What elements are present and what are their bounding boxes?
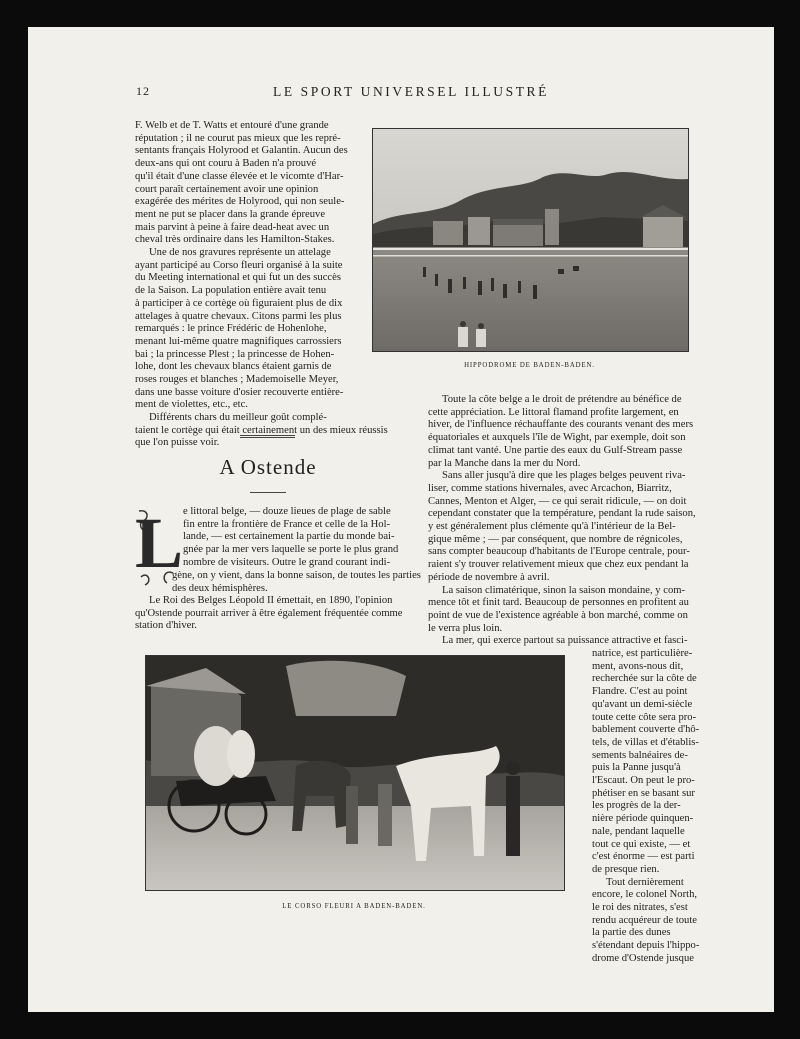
right-column-text	[428, 394, 725, 648]
text-line: c'est énorme — est parti	[592, 851, 695, 863]
hippodrome-caption: HIPPODROME DE BADEN-BADEN.	[464, 362, 595, 369]
text-line: réputation ; il ne courut pas mieux que les repré-	[135, 132, 341, 144]
text-line: e littoral belge, — douze lieues de plage de sable	[183, 506, 391, 517]
text-line: l'Escaut. On peut le pro-	[592, 775, 695, 787]
text-line: drome d'Ostende jusque	[592, 952, 694, 964]
text-line: sements balnéaires de-	[592, 749, 688, 761]
text-line: toute cette côte sera pro-	[592, 711, 697, 723]
text-line: recherchée sur la côte de	[592, 673, 697, 685]
text-line: le verra plus loin.	[428, 622, 503, 634]
text-line: gène, on y vient, dans la bonne saison, de toutes les parties	[172, 570, 421, 581]
text-line: bai ; la princesse Plest ; la princesse de Hohen-	[135, 348, 335, 360]
text-line: ayant participé au Corso fleuri organisé à la suite	[135, 259, 343, 271]
text-line: Toute la côte belge a le droit de prétendre au bénéfice de	[442, 394, 682, 405]
text-line: Sans aller jusqu'à dire que les plages belges peuvent riva-	[442, 470, 686, 482]
text-line: tout ce qui existe, — et	[592, 838, 691, 850]
text-line: nière période quinquen-	[592, 813, 694, 825]
corso-fleuri-photo	[145, 655, 565, 891]
text-line: gnée par la mer vers laquelle se porte le plus grand	[183, 544, 399, 556]
ostende-intro-text-end	[135, 595, 435, 633]
text-line: la partie des dunes	[592, 927, 671, 939]
text-line: du Meeting international et qui fut un des succès	[135, 272, 341, 284]
text-line: de la Saison. La population entière avait tenu	[135, 285, 327, 297]
left-column-text	[135, 120, 367, 412]
text-line: tels, de villas et d'établis-	[592, 736, 699, 748]
text-line: lande, — est certainement la partie du monde bai-	[183, 531, 395, 543]
text-line: cette appréciation. Le littoral flamand profite largement, en	[428, 406, 679, 418]
ostende-intro-text	[183, 506, 403, 570]
text-line: Une de nos gravures représente un attelage	[149, 247, 331, 259]
text-line: fin entre la frontière de France et celle de la Hol-	[183, 518, 391, 530]
text-line: attelages à quatre chevaux. Citons parmi les plus	[135, 310, 342, 322]
text-line: phétiser en se basant sur	[592, 787, 695, 799]
hippodrome-photo	[372, 128, 689, 352]
text-line: les progrès de la der-	[592, 800, 681, 812]
text-line: dans une basse voiture d'osier recouverte entière-	[135, 386, 344, 398]
text-line: mence tôt et finit tard. Beaucoup de personnes en profitent au	[428, 597, 689, 609]
text-line: Flandre. C'est au point	[592, 686, 688, 698]
text-line: F. Welb et de T. Watts et entouré d'une grande	[135, 120, 329, 131]
text-line: ment ne put se placer dans la grande épreuve	[135, 208, 326, 220]
text-line: Tout dernièrement	[606, 876, 684, 888]
text-line: puis la Panne jusqu'à	[592, 762, 681, 774]
text-line: encore, le colonel North,	[592, 889, 698, 901]
text-line: des deux hémisphères.	[172, 582, 268, 594]
text-line: qu'il était d'une classe élevée et le vicomte d'Har-	[135, 170, 344, 182]
drop-cap-letter: L	[135, 503, 184, 583]
text-line: de presque rien.	[592, 863, 660, 875]
text-line: Le Roi des Belges Léopold II émettait, en 1890, l'opinion	[149, 595, 393, 606]
text-line: gique même ; — par conséquent, que nombre de régnicoles,	[428, 533, 683, 545]
text-line: par la Manche dans la mer du Nord.	[428, 457, 581, 469]
corso-fleuri-illustration	[146, 656, 564, 890]
text-line: La mer, qui exerce partout sa puissance attractive et fasci-	[442, 635, 688, 647]
page-number: 12	[136, 84, 150, 98]
text-line: cheval très ordinaire dans les Hamilton-Stakes.	[135, 234, 335, 246]
text-line: point de vue de l'existence agréable à bon marché, comme on	[428, 609, 688, 621]
ostende-intro-text-cont	[172, 570, 432, 595]
text-line: à participer à ce cortège où figuraient plus de dix	[135, 297, 343, 309]
text-line: que l'on puisse voir.	[135, 437, 220, 449]
text-line: hiver, de l'influence réchauffante des courants venant des mers	[428, 419, 694, 431]
text-line: deux-ans qui ont couru à Baden n'a prouvé	[135, 158, 317, 170]
text-line: taient le cortège qui était certainement un des mieux réussis	[135, 424, 388, 436]
text-line: liser, comme stations hivernales, avec Arcachon, Biarritz,	[428, 482, 672, 494]
text-line: bablement couverte d'hô-	[592, 724, 700, 736]
text-line: le roi des nitrates, s'est	[592, 902, 688, 914]
text-line: station d'hiver.	[135, 620, 197, 632]
text-line: sans compter beaucoup d'habitants de l'Europe centrale, pour-	[428, 546, 690, 558]
text-line: exagérée des mérites de Holyrood, qui non seule-	[135, 196, 345, 208]
text-line: mais parvint à peine à faire dead-heat avec un	[135, 221, 330, 233]
corso-fleuri-caption: LE CORSO FLEURI A BADEN-BADEN.	[282, 903, 426, 910]
text-line: remarqués : le prince Frédéric de Hohenlohe,	[135, 323, 327, 335]
text-line: qu'Ostende pourrait arriver à être également fréquentée comme	[135, 607, 403, 619]
text-line: s'étendant depuis l'hippo-	[592, 940, 700, 952]
text-line: climat tant vanté. Une partie des eaux du Gulf-Stream passe	[428, 444, 683, 456]
page	[28, 27, 774, 1012]
hippodrome-illustration	[373, 129, 688, 351]
title-rule-bottom	[250, 492, 286, 493]
running-title: LE SPORT UNIVERSEL ILLUSTRÉ	[272, 84, 549, 99]
text-line: lohe, dont les chevaux blancs étaient garnis de	[135, 361, 332, 373]
page-header	[28, 84, 774, 104]
text-line: qu'avant un demi-siècle	[592, 698, 693, 710]
text-line: équatoriales et auxquels l'île de Wight, par exemple, doit son	[428, 432, 686, 444]
text-line: nale, pendant laquelle	[592, 825, 685, 837]
text-line: sentants français Holyrood et Galantin. Aucun des	[135, 145, 348, 157]
text-line: raient s'y trouver relativement mieux que chez eux pendant la	[428, 559, 689, 571]
text-line: Cannes, Menton et Alger, — ce qui serait ridicule, — on doit	[428, 495, 687, 507]
title-rule-top	[240, 435, 295, 438]
text-line: ment, avons-nous dit,	[592, 660, 684, 672]
text-line: y est généralement plus clémente qu'à l'intérieur de la Bel-	[428, 521, 676, 533]
section-title: A Ostende	[219, 455, 317, 479]
text-line: court paraît certainement avoir une opinion	[135, 183, 319, 195]
text-line: période de novembre à avril.	[428, 571, 550, 583]
text-line: ment de violettes, etc., etc.	[135, 399, 248, 411]
left-column-closing	[135, 412, 435, 450]
text-line: natrice, est particulière-	[592, 648, 693, 659]
text-line: La saison climatérique, sinon la saison mondaine, y com-	[442, 584, 686, 596]
narrow-column-text	[592, 648, 727, 966]
text-line: cependant constater que la température, pendant la rude saison,	[428, 508, 696, 520]
text-line: rendu acquéreur de toute	[592, 914, 698, 926]
text-line: Différents chars du meilleur goût complé-	[149, 412, 327, 423]
text-line: nombre de visiteurs. Outre le grand courant indi-	[183, 556, 391, 568]
text-line: roses rouges et blanches ; Mademoiselle Meyer,	[135, 374, 339, 386]
text-line: menant lui-même quatre magnifiques carrossiers	[135, 335, 342, 347]
